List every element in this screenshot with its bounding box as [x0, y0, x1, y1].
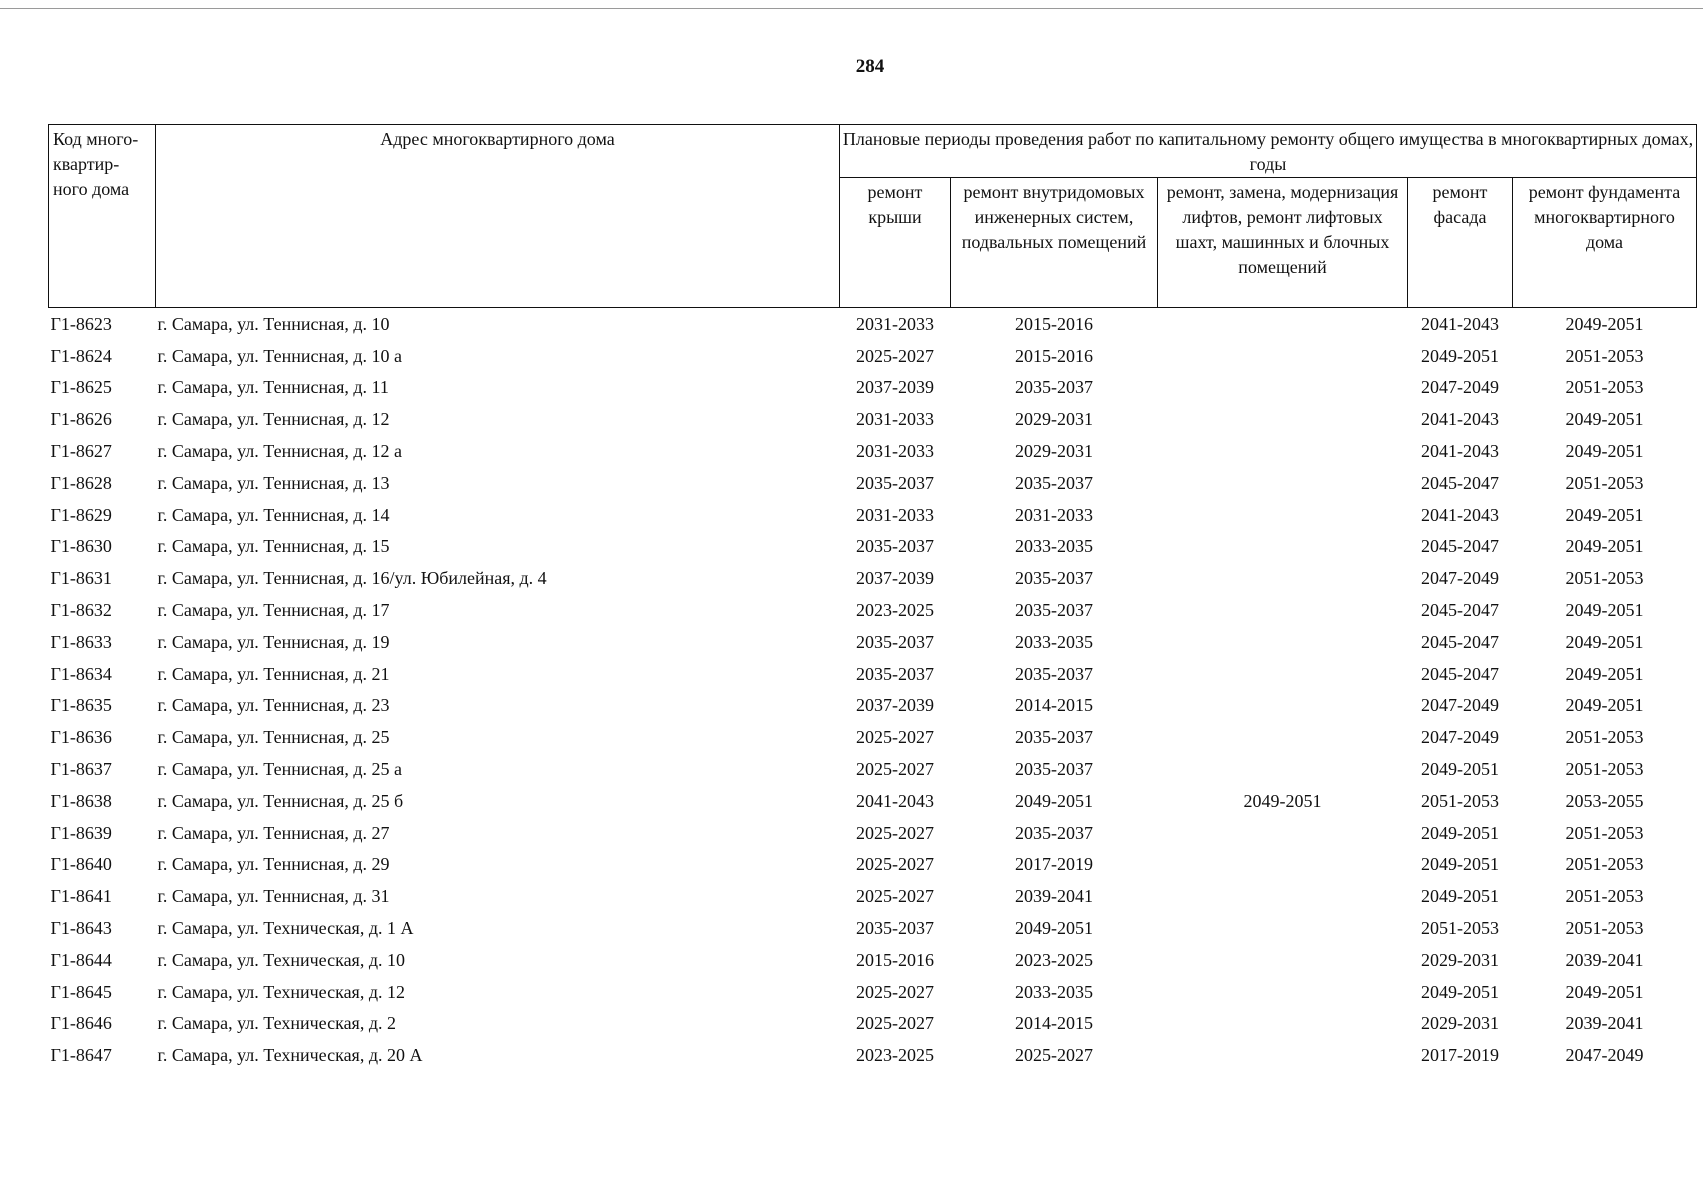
- cell-engineering: 2049-2051: [1015, 790, 1093, 811]
- cell-engineering: 2033-2035: [1015, 631, 1093, 652]
- cell-code: Г1-8644: [50, 949, 112, 970]
- cell-address: г. Самара, ул. Техническая, д. 20 А: [157, 1045, 423, 1066]
- cell-elevators: [1158, 753, 1408, 785]
- table-row: [49, 403, 1697, 435]
- table-row: [49, 340, 1697, 372]
- cell-elevators: [1158, 499, 1408, 531]
- table-row: [49, 467, 1697, 499]
- cell-foundation: 2039-2041: [1565, 949, 1644, 970]
- cell-foundation: 2049-2051: [1565, 536, 1644, 557]
- cell-elevators: [1158, 467, 1408, 499]
- cell-code: Г1-8641: [50, 886, 112, 907]
- cell-foundation: 2047-2049: [1565, 1045, 1644, 1066]
- cell-engineering: 2017-2019: [1015, 854, 1093, 875]
- cell-roof: 2035-2037: [856, 918, 934, 939]
- cell-roof: 2015-2016: [856, 949, 934, 970]
- cell-address: г. Самара, ул. Теннисная, д. 14: [157, 504, 390, 525]
- header-roof: ремонт крыши: [840, 178, 951, 308]
- cell-code: Г1-8636: [50, 727, 112, 748]
- cell-code: Г1-8639: [50, 822, 112, 843]
- cell-roof: 2031-2033: [856, 409, 934, 430]
- cell-foundation: 2051-2053: [1565, 472, 1644, 493]
- cell-code: Г1-8633: [50, 631, 112, 652]
- cell-code: Г1-8643: [50, 918, 112, 939]
- cell-roof: 2035-2037: [856, 536, 934, 557]
- cell-code: Г1-8640: [50, 854, 112, 875]
- cell-engineering: 2035-2037: [1015, 377, 1093, 398]
- cell-address: г. Самара, ул. Теннисная, д. 25 а: [157, 759, 403, 780]
- cell-code: Г1-8624: [50, 345, 112, 366]
- cell-facade: 2045-2047: [1421, 663, 1499, 684]
- page-number: 284: [855, 56, 885, 77]
- cell-foundation: 2051-2053: [1565, 377, 1644, 398]
- cell-facade: 2045-2047: [1421, 600, 1499, 621]
- repair-schedule-table: [48, 124, 1697, 1071]
- cell-address: г. Самара, ул. Теннисная, д. 29: [157, 854, 390, 875]
- cell-foundation: 2051-2053: [1565, 568, 1644, 589]
- cell-engineering: 2033-2035: [1015, 981, 1093, 1002]
- table-row: [49, 626, 1697, 658]
- table-row: [49, 499, 1697, 531]
- cell-elevators: [1158, 817, 1408, 849]
- cell-address: г. Самара, ул. Теннисная, д. 10 а: [157, 345, 403, 366]
- cell-foundation: 2049-2051: [1565, 631, 1644, 652]
- cell-engineering: 2035-2037: [1015, 568, 1093, 589]
- cell-address: г. Самара, ул. Теннисная, д. 31: [157, 886, 390, 907]
- cell-facade: 2051-2053: [1421, 790, 1499, 811]
- cell-facade: 2029-2031: [1421, 1013, 1499, 1034]
- cell-roof: 2035-2037: [856, 631, 934, 652]
- cell-code: Г1-8631: [50, 568, 112, 589]
- table-row: [49, 658, 1697, 690]
- cell-address: г. Самара, ул. Теннисная, д. 23: [157, 695, 390, 716]
- cell-roof: 2031-2033: [856, 441, 934, 462]
- table-row: [49, 690, 1697, 722]
- table-body: [49, 308, 1697, 1072]
- cell-elevators: [1158, 849, 1408, 881]
- cell-engineering: 2015-2016: [1015, 345, 1093, 366]
- header-foundation: ремонт фундамента многоквартирного дома: [1513, 178, 1697, 308]
- cell-elevators: [1158, 562, 1408, 594]
- cell-address: г. Самара, ул. Теннисная, д. 12: [157, 409, 390, 430]
- cell-facade: 2049-2051: [1421, 345, 1499, 366]
- cell-foundation: 2049-2051: [1565, 695, 1644, 716]
- header-code: Код много-квартир-ного дома: [49, 125, 156, 308]
- table-row: [49, 785, 1697, 817]
- cell-code: Г1-8647: [50, 1045, 112, 1066]
- table-row: [49, 1039, 1697, 1071]
- cell-address: г. Самара, ул. Теннисная, д. 10: [157, 313, 390, 334]
- header-periods-group: Плановые периоды проведения работ по капитальному ремонту общего имущества в многоквартирных домах, годы: [840, 125, 1697, 178]
- cell-elevators: [1158, 372, 1408, 404]
- table-row: [49, 435, 1697, 467]
- cell-code: Г1-8623: [50, 313, 112, 334]
- cell-elevators: [1158, 403, 1408, 435]
- cell-address: г. Самара, ул. Теннисная, д. 27: [157, 822, 390, 843]
- table-row: [49, 880, 1697, 912]
- cell-foundation: 2049-2051: [1565, 409, 1644, 430]
- table-row: [49, 594, 1697, 626]
- cell-engineering: 2014-2015: [1015, 1013, 1093, 1034]
- cell-code: Г1-8637: [50, 759, 112, 780]
- cell-elevators: 2049-2051: [1243, 790, 1322, 811]
- cell-elevators: [1158, 1008, 1408, 1040]
- table-row: [49, 849, 1697, 881]
- cell-roof: 2025-2027: [856, 345, 934, 366]
- cell-engineering: 2035-2037: [1015, 472, 1093, 493]
- table-row: [49, 531, 1697, 563]
- table-row: [49, 817, 1697, 849]
- table-row: [49, 372, 1697, 404]
- cell-engineering: 2035-2037: [1015, 759, 1093, 780]
- cell-address: г. Самара, ул. Теннисная, д. 25 б: [157, 790, 404, 811]
- cell-roof: 2031-2033: [856, 504, 934, 525]
- cell-address: г. Самара, ул. Теннисная, д. 12 а: [157, 441, 403, 462]
- cell-foundation: 2051-2053: [1565, 727, 1644, 748]
- cell-facade: 2045-2047: [1421, 631, 1499, 652]
- cell-elevators: [1158, 531, 1408, 563]
- cell-roof: 2025-2027: [856, 886, 934, 907]
- cell-foundation: 2049-2051: [1565, 441, 1644, 462]
- cell-address: г. Самара, ул. Техническая, д. 10: [157, 949, 405, 970]
- cell-facade: 2049-2051: [1421, 822, 1499, 843]
- cell-code: Г1-8638: [50, 790, 112, 811]
- table-row: [49, 944, 1697, 976]
- cell-code: Г1-8634: [50, 663, 112, 684]
- cell-code: Г1-8629: [50, 504, 112, 525]
- cell-address: г. Самара, ул. Теннисная, д. 21: [157, 663, 390, 684]
- cell-address: г. Самара, ул. Теннисная, д. 25: [157, 727, 390, 748]
- cell-foundation: 2049-2051: [1565, 981, 1644, 1002]
- cell-facade: 2049-2051: [1421, 854, 1499, 875]
- cell-engineering: 2015-2016: [1015, 313, 1093, 334]
- header-elevators: ремонт, замена, модернизация лифтов, ремонт лифтовых шахт, машинных и блочных помещений: [1158, 178, 1408, 308]
- cell-elevators: [1158, 1039, 1408, 1071]
- cell-foundation: 2053-2055: [1565, 790, 1644, 811]
- cell-facade: 2017-2019: [1421, 1045, 1499, 1066]
- cell-foundation: 2051-2053: [1565, 886, 1644, 907]
- cell-engineering: 2039-2041: [1015, 886, 1093, 907]
- cell-foundation: 2049-2051: [1565, 600, 1644, 621]
- cell-elevators: [1158, 944, 1408, 976]
- cell-facade: 2029-2031: [1421, 949, 1499, 970]
- cell-engineering: 2029-2031: [1015, 441, 1093, 462]
- cell-facade: 2041-2043: [1421, 313, 1499, 334]
- header-address: Адрес многоквартирного дома: [156, 125, 840, 308]
- cell-elevators: [1158, 340, 1408, 372]
- table-row: [49, 562, 1697, 594]
- cell-engineering: 2035-2037: [1015, 822, 1093, 843]
- cell-elevators: [1158, 721, 1408, 753]
- cell-address: г. Самара, ул. Теннисная, д. 13: [157, 472, 390, 493]
- cell-roof: 2025-2027: [856, 727, 934, 748]
- cell-facade: 2047-2049: [1421, 377, 1499, 398]
- cell-facade: 2051-2053: [1421, 918, 1499, 939]
- cell-roof: 2031-2033: [856, 313, 934, 334]
- cell-facade: 2049-2051: [1421, 759, 1499, 780]
- scan-edge-line: [0, 8, 1703, 9]
- cell-code: Г1-8635: [50, 695, 112, 716]
- cell-address: г. Самара, ул. Теннисная, д. 16/ул. Юбилейная, д. 4: [157, 568, 547, 589]
- cell-address: г. Самара, ул. Теннисная, д. 19: [157, 631, 390, 652]
- cell-engineering: 2035-2037: [1015, 727, 1093, 748]
- cell-foundation: 2051-2053: [1565, 759, 1644, 780]
- cell-roof: 2035-2037: [856, 663, 934, 684]
- table-row: [49, 976, 1697, 1008]
- cell-code: Г1-8626: [50, 409, 112, 430]
- cell-elevators: [1158, 594, 1408, 626]
- cell-elevators: [1158, 912, 1408, 944]
- cell-address: г. Самара, ул. Техническая, д. 12: [157, 981, 405, 1002]
- cell-roof: 2025-2027: [856, 1013, 934, 1034]
- cell-address: г. Самара, ул. Теннисная, д. 15: [157, 536, 390, 557]
- cell-roof: 2025-2027: [856, 854, 934, 875]
- cell-elevators: [1158, 690, 1408, 722]
- cell-code: Г1-8632: [50, 600, 112, 621]
- cell-facade: 2045-2047: [1421, 536, 1499, 557]
- cell-address: г. Самара, ул. Теннисная, д. 11: [157, 377, 389, 398]
- table-row: [49, 721, 1697, 753]
- cell-engineering: 2035-2037: [1015, 663, 1093, 684]
- cell-address: г. Самара, ул. Техническая, д. 2: [157, 1013, 396, 1034]
- cell-foundation: 2049-2051: [1565, 313, 1644, 334]
- cell-roof: 2037-2039: [856, 568, 934, 589]
- cell-code: Г1-8630: [50, 536, 112, 557]
- cell-elevators: [1158, 308, 1408, 340]
- cell-code: Г1-8628: [50, 472, 112, 493]
- cell-facade: 2047-2049: [1421, 727, 1499, 748]
- cell-foundation: 2049-2051: [1565, 663, 1644, 684]
- cell-foundation: 2049-2051: [1565, 504, 1644, 525]
- cell-foundation: 2051-2053: [1565, 854, 1644, 875]
- cell-roof: 2023-2025: [856, 600, 934, 621]
- cell-facade: 2049-2051: [1421, 886, 1499, 907]
- cell-elevators: [1158, 658, 1408, 690]
- table-row: [49, 308, 1697, 340]
- cell-roof: 2041-2043: [856, 790, 934, 811]
- cell-facade: 2047-2049: [1421, 695, 1499, 716]
- cell-engineering: 2033-2035: [1015, 536, 1093, 557]
- table-row: [49, 753, 1697, 785]
- cell-facade: 2041-2043: [1421, 504, 1499, 525]
- header-engineering: ремонт внутридомовых инженерных систем, подвальных помещений: [951, 178, 1158, 308]
- cell-code: Г1-8625: [50, 377, 112, 398]
- cell-code: Г1-8645: [50, 981, 112, 1002]
- table-row: [49, 1008, 1697, 1040]
- cell-elevators: [1158, 880, 1408, 912]
- cell-facade: 2047-2049: [1421, 568, 1499, 589]
- cell-address: г. Самара, ул. Теннисная, д. 17: [157, 600, 390, 621]
- cell-engineering: 2023-2025: [1015, 949, 1093, 970]
- cell-facade: 2049-2051: [1421, 981, 1499, 1002]
- cell-roof: 2025-2027: [856, 822, 934, 843]
- cell-foundation: 2051-2053: [1565, 345, 1644, 366]
- cell-elevators: [1158, 626, 1408, 658]
- cell-code: Г1-8646: [50, 1013, 112, 1034]
- cell-elevators: [1158, 976, 1408, 1008]
- cell-foundation: 2051-2053: [1565, 918, 1644, 939]
- header-facade: ремонт фасада: [1408, 178, 1513, 308]
- cell-code: Г1-8627: [50, 441, 112, 462]
- cell-facade: 2041-2043: [1421, 441, 1499, 462]
- cell-facade: 2041-2043: [1421, 409, 1499, 430]
- cell-engineering: 2049-2051: [1015, 918, 1093, 939]
- cell-engineering: 2025-2027: [1015, 1045, 1093, 1066]
- cell-roof: 2025-2027: [856, 759, 934, 780]
- cell-engineering: 2014-2015: [1015, 695, 1093, 716]
- cell-roof: 2037-2039: [856, 695, 934, 716]
- cell-facade: 2045-2047: [1421, 472, 1499, 493]
- cell-foundation: 2051-2053: [1565, 822, 1644, 843]
- cell-address: г. Самара, ул. Техническая, д. 1 А: [157, 918, 414, 939]
- cell-roof: 2025-2027: [856, 981, 934, 1002]
- cell-foundation: 2039-2041: [1565, 1013, 1644, 1034]
- cell-elevators: [1158, 435, 1408, 467]
- cell-engineering: 2031-2033: [1015, 504, 1093, 525]
- cell-engineering: 2029-2031: [1015, 409, 1093, 430]
- table-row: [49, 912, 1697, 944]
- cell-roof: 2035-2037: [856, 472, 934, 493]
- cell-roof: 2037-2039: [856, 377, 934, 398]
- cell-roof: 2023-2025: [856, 1045, 934, 1066]
- cell-engineering: 2035-2037: [1015, 600, 1093, 621]
